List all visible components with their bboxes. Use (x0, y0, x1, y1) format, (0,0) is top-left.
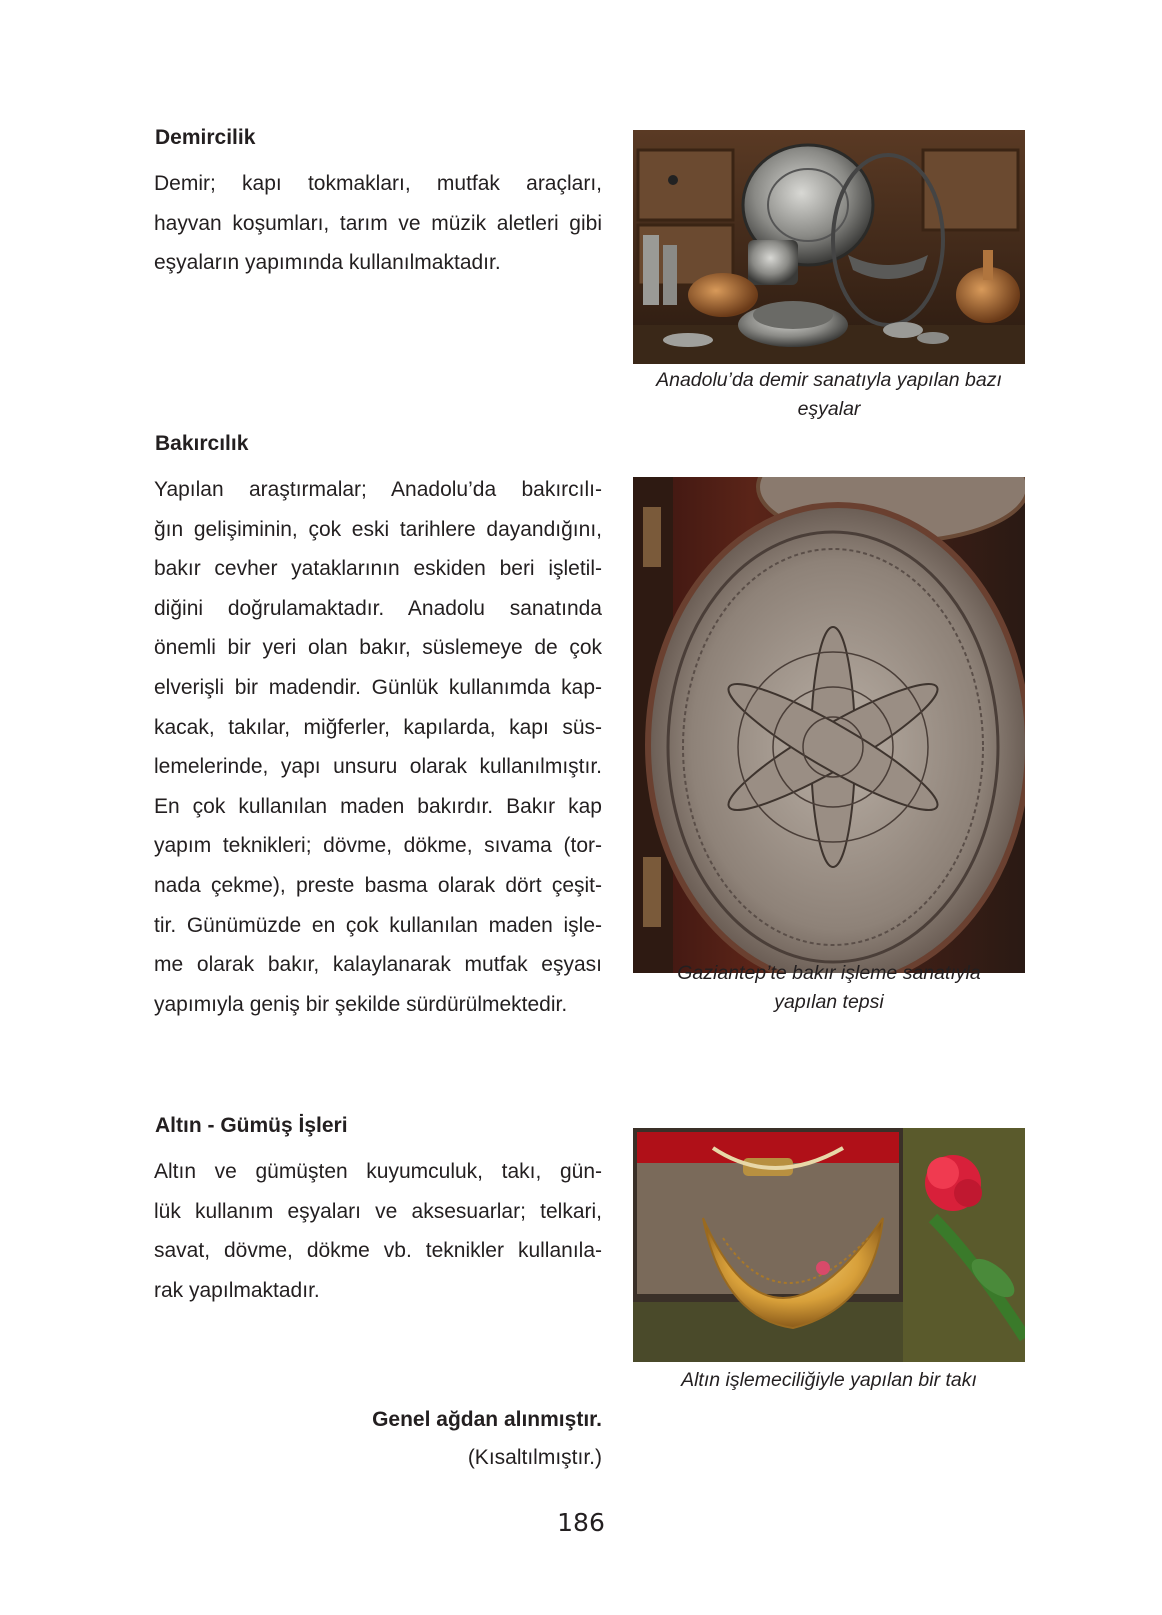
text-line: eşyaların yapımında kullanılmaktadır. (154, 251, 501, 275)
text-line: önemli bir yeri olan bakır, süslemeye de çok (154, 636, 602, 660)
caption-copper (628, 959, 1030, 1017)
text-line: Altın ve gümüşten kuyumculuk, takı, gün- (154, 1160, 602, 1183)
text-line: lemelerinde, yapı unsuru olarak kullanılmıştır. (154, 755, 602, 779)
paragraph-altin-gumus (126, 1152, 602, 1310)
text-line: savat, dövme, dökme vb. teknikler kullanıla- (154, 1239, 602, 1263)
gold-jewelry-image (633, 1128, 1025, 1362)
text-line: yapım teknikleri; dövme, dökme, sıvama (tor- (154, 834, 602, 858)
text-line: kacak, takılar, miğferler, kapılarda, kapı süs- (154, 715, 602, 739)
photo-gold-jewelry (633, 1128, 1025, 1362)
text-line: En çok kullanılan maden bakırdır. Bakır kap (154, 794, 602, 818)
text-line: lük kullanım eşyaları ve aksesuarlar; telkari, (154, 1199, 602, 1223)
caption-line: Anadolu’da demir sanatıyla yapılan bazı (656, 369, 1002, 391)
caption-gold (628, 1366, 1030, 1395)
caption-line: eşyalar (797, 398, 861, 420)
photo-copper-tray (633, 477, 1025, 973)
caption-iron (628, 366, 1030, 424)
caption-line: yapılan tepsi (774, 991, 884, 1013)
text-line: rak yapılmaktadır. (154, 1278, 320, 1302)
iron-objects-image (633, 130, 1025, 364)
text-line: nada çekme), preste basma olarak dört çeşit- (154, 873, 602, 897)
text-line: hayvan koşumları, tarım ve müzik aletleri gibi (154, 211, 602, 235)
section-heading-bakircilik: Bakırcılık (155, 432, 249, 455)
source-note: (Kısaltılmıştır.) (467, 1446, 602, 1469)
caption-line: Altın işlemeciliğiyle yapılan bir takı (681, 1369, 977, 1391)
page-number: 186 (557, 1508, 605, 1537)
copper-tray-image (633, 477, 1025, 973)
text-line: diğini doğrulamaktadır. Anadolu sanatında (154, 596, 602, 620)
paragraph-demircilik (126, 164, 602, 283)
text-line: Yapılan araştırmalar; Anadolu’da bakırcılı- (154, 478, 602, 501)
text-line: tir. Günümüzde en çok kullanılan maden işle- (154, 913, 602, 937)
text-line: ğın gelişiminin, çok eski tarihlere dayandığını, (154, 517, 602, 541)
source-title: Genel ağdan alınmıştır. (372, 1408, 602, 1431)
caption-line: Gaziantep’te bakır işleme sanatıyla (677, 962, 981, 984)
photo-iron-objects (633, 130, 1025, 364)
text-line: bakır cevher yataklarının eskiden beri işletil- (154, 557, 602, 581)
text-line: me olarak bakır, kalaylanarak mutfak eşyası (154, 953, 602, 977)
paragraph-bakircilik (126, 470, 602, 1024)
text-line: yapımıyla geniş bir şekilde sürdürülmektedir. (154, 992, 568, 1016)
section-heading-demircilik: Demircilik (155, 126, 256, 149)
section-heading-altin-gumus: Altın - Gümüş İşleri (155, 1114, 348, 1137)
text-line: elverişli bir madendir. Günlük kullanımda kap- (154, 675, 602, 699)
text-line: Demir; kapı tokmakları, mutfak araçları, (154, 172, 602, 195)
